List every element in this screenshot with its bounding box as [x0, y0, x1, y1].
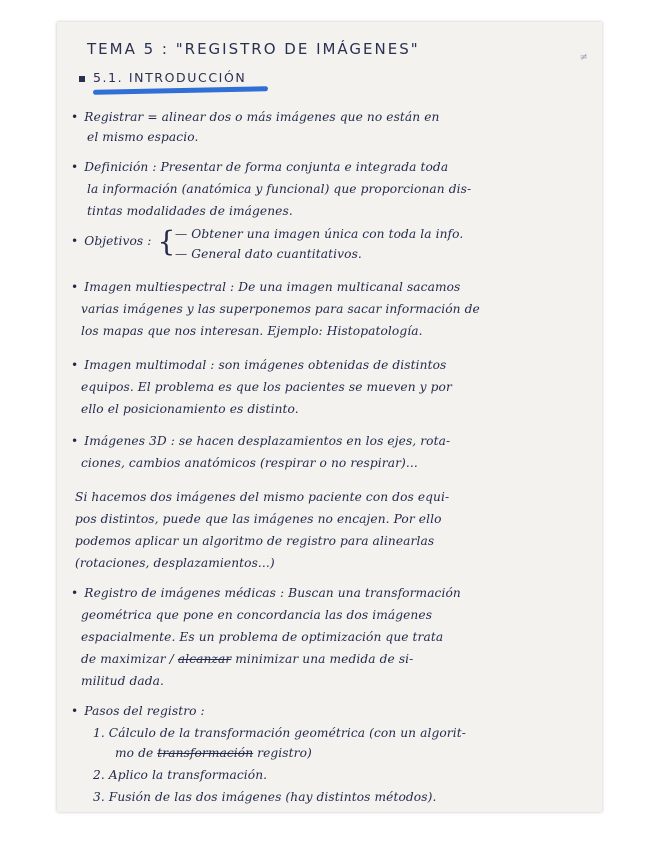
note-line: equipos. El problema es que los pacientes se mueven y por [81, 380, 452, 394]
note-line [71, 584, 594, 602]
note-line: los mapas que nos interesan. Ejemplo: Histopatología. [81, 324, 423, 338]
dot-bullet-icon: • [71, 160, 79, 174]
note-line: tintas modalidades de imágenes. [87, 204, 293, 218]
section-highlight-underline [93, 86, 268, 95]
note-line [71, 356, 594, 374]
square-bullet-icon [79, 76, 85, 82]
dot-bullet-icon: • [71, 586, 79, 600]
note-text: mo de [115, 746, 154, 760]
page-title: TEMA 5 : "REGISTRO DE IMÁGENES" [87, 40, 420, 58]
dot-bullet-icon: • [71, 280, 79, 294]
dot-bullet-icon: • [71, 358, 79, 372]
notebook-page [57, 22, 602, 812]
step-item: 3. Fusión de las dos imágenes (hay distintos métodos). [93, 790, 437, 804]
note-text: registro) [257, 746, 312, 760]
dot-bullet-icon: • [71, 434, 79, 448]
crossed-out-word: transformación [157, 746, 254, 760]
note-line [81, 650, 594, 668]
note-line: espacialmente. Es un problema de optimización que trata [81, 630, 444, 644]
section-heading [79, 70, 246, 85]
objective-item: — Obtener una imagen única con toda la info. [175, 227, 464, 241]
note-line [115, 744, 594, 762]
note-text: Registrar = alinear dos o más imágenes que no están en [84, 110, 440, 124]
note-text: Registro de imágenes médicas : Buscan una transformación [84, 586, 461, 600]
section-label: 5.1. INTRODUCCIÓN [93, 70, 247, 85]
note-text: minimizar una medida de si- [235, 652, 414, 666]
note-line: la información (anatómica y funcional) que proporcionan dis- [87, 182, 472, 196]
note-line [71, 432, 594, 450]
note-line: podemos aplicar un algoritmo de registro para alinearlas [75, 534, 435, 548]
corner-mark: ≠ [579, 52, 588, 63]
note-line: ciones, cambios anatómicos (respirar o no respirar)... [81, 456, 418, 470]
note-text: Imágenes 3D : se hacen desplazamientos en los ejes, rota- [84, 434, 451, 448]
note-text: Imagen multiespectral : De una imagen multicanal sacamos [84, 280, 461, 294]
dot-bullet-icon: • [71, 234, 79, 248]
note-line: geométrica que pone en concordancia las dos imágenes [81, 608, 433, 622]
note-line: militud dada. [81, 674, 164, 688]
dot-bullet-icon: • [71, 704, 79, 718]
note-text: Pasos del registro : [84, 704, 205, 718]
note-line: Si hacemos dos imágenes del mismo paciente con dos equi- [75, 490, 450, 504]
note-text: Definición : Presentar de forma conjunta e integrada toda [84, 160, 449, 174]
note-line [71, 158, 594, 176]
step-item: 2. Aplico la transformación. [93, 768, 268, 782]
note-line: ello el posicionamiento es distinto. [81, 402, 299, 416]
objective-item: — General dato cuantitativos. [175, 247, 362, 261]
crossed-out-word: alcanzar [177, 652, 232, 666]
note-text: Imagen multimodal : son imágenes obtenidas de distintos [84, 358, 447, 372]
brace-icon: { [157, 224, 176, 258]
note-line: pos distintos, puede que las imágenes no encajen. Por ello [75, 512, 442, 526]
step-item: 1. Cálculo de la transformación geométrica (con un algorit- [93, 726, 466, 740]
dot-bullet-icon: • [71, 110, 79, 124]
note-line [71, 702, 594, 720]
note-line: el mismo espacio. [87, 130, 199, 144]
note-line [71, 108, 594, 126]
note-line: varias imágenes y las superponemos para sacar información de [81, 302, 480, 316]
objectives-label: Objetivos : [84, 234, 152, 248]
note-line: (rotaciones, desplazamientos...) [75, 556, 275, 570]
note-text: de maximizar / [81, 652, 174, 666]
note-line [71, 278, 594, 296]
